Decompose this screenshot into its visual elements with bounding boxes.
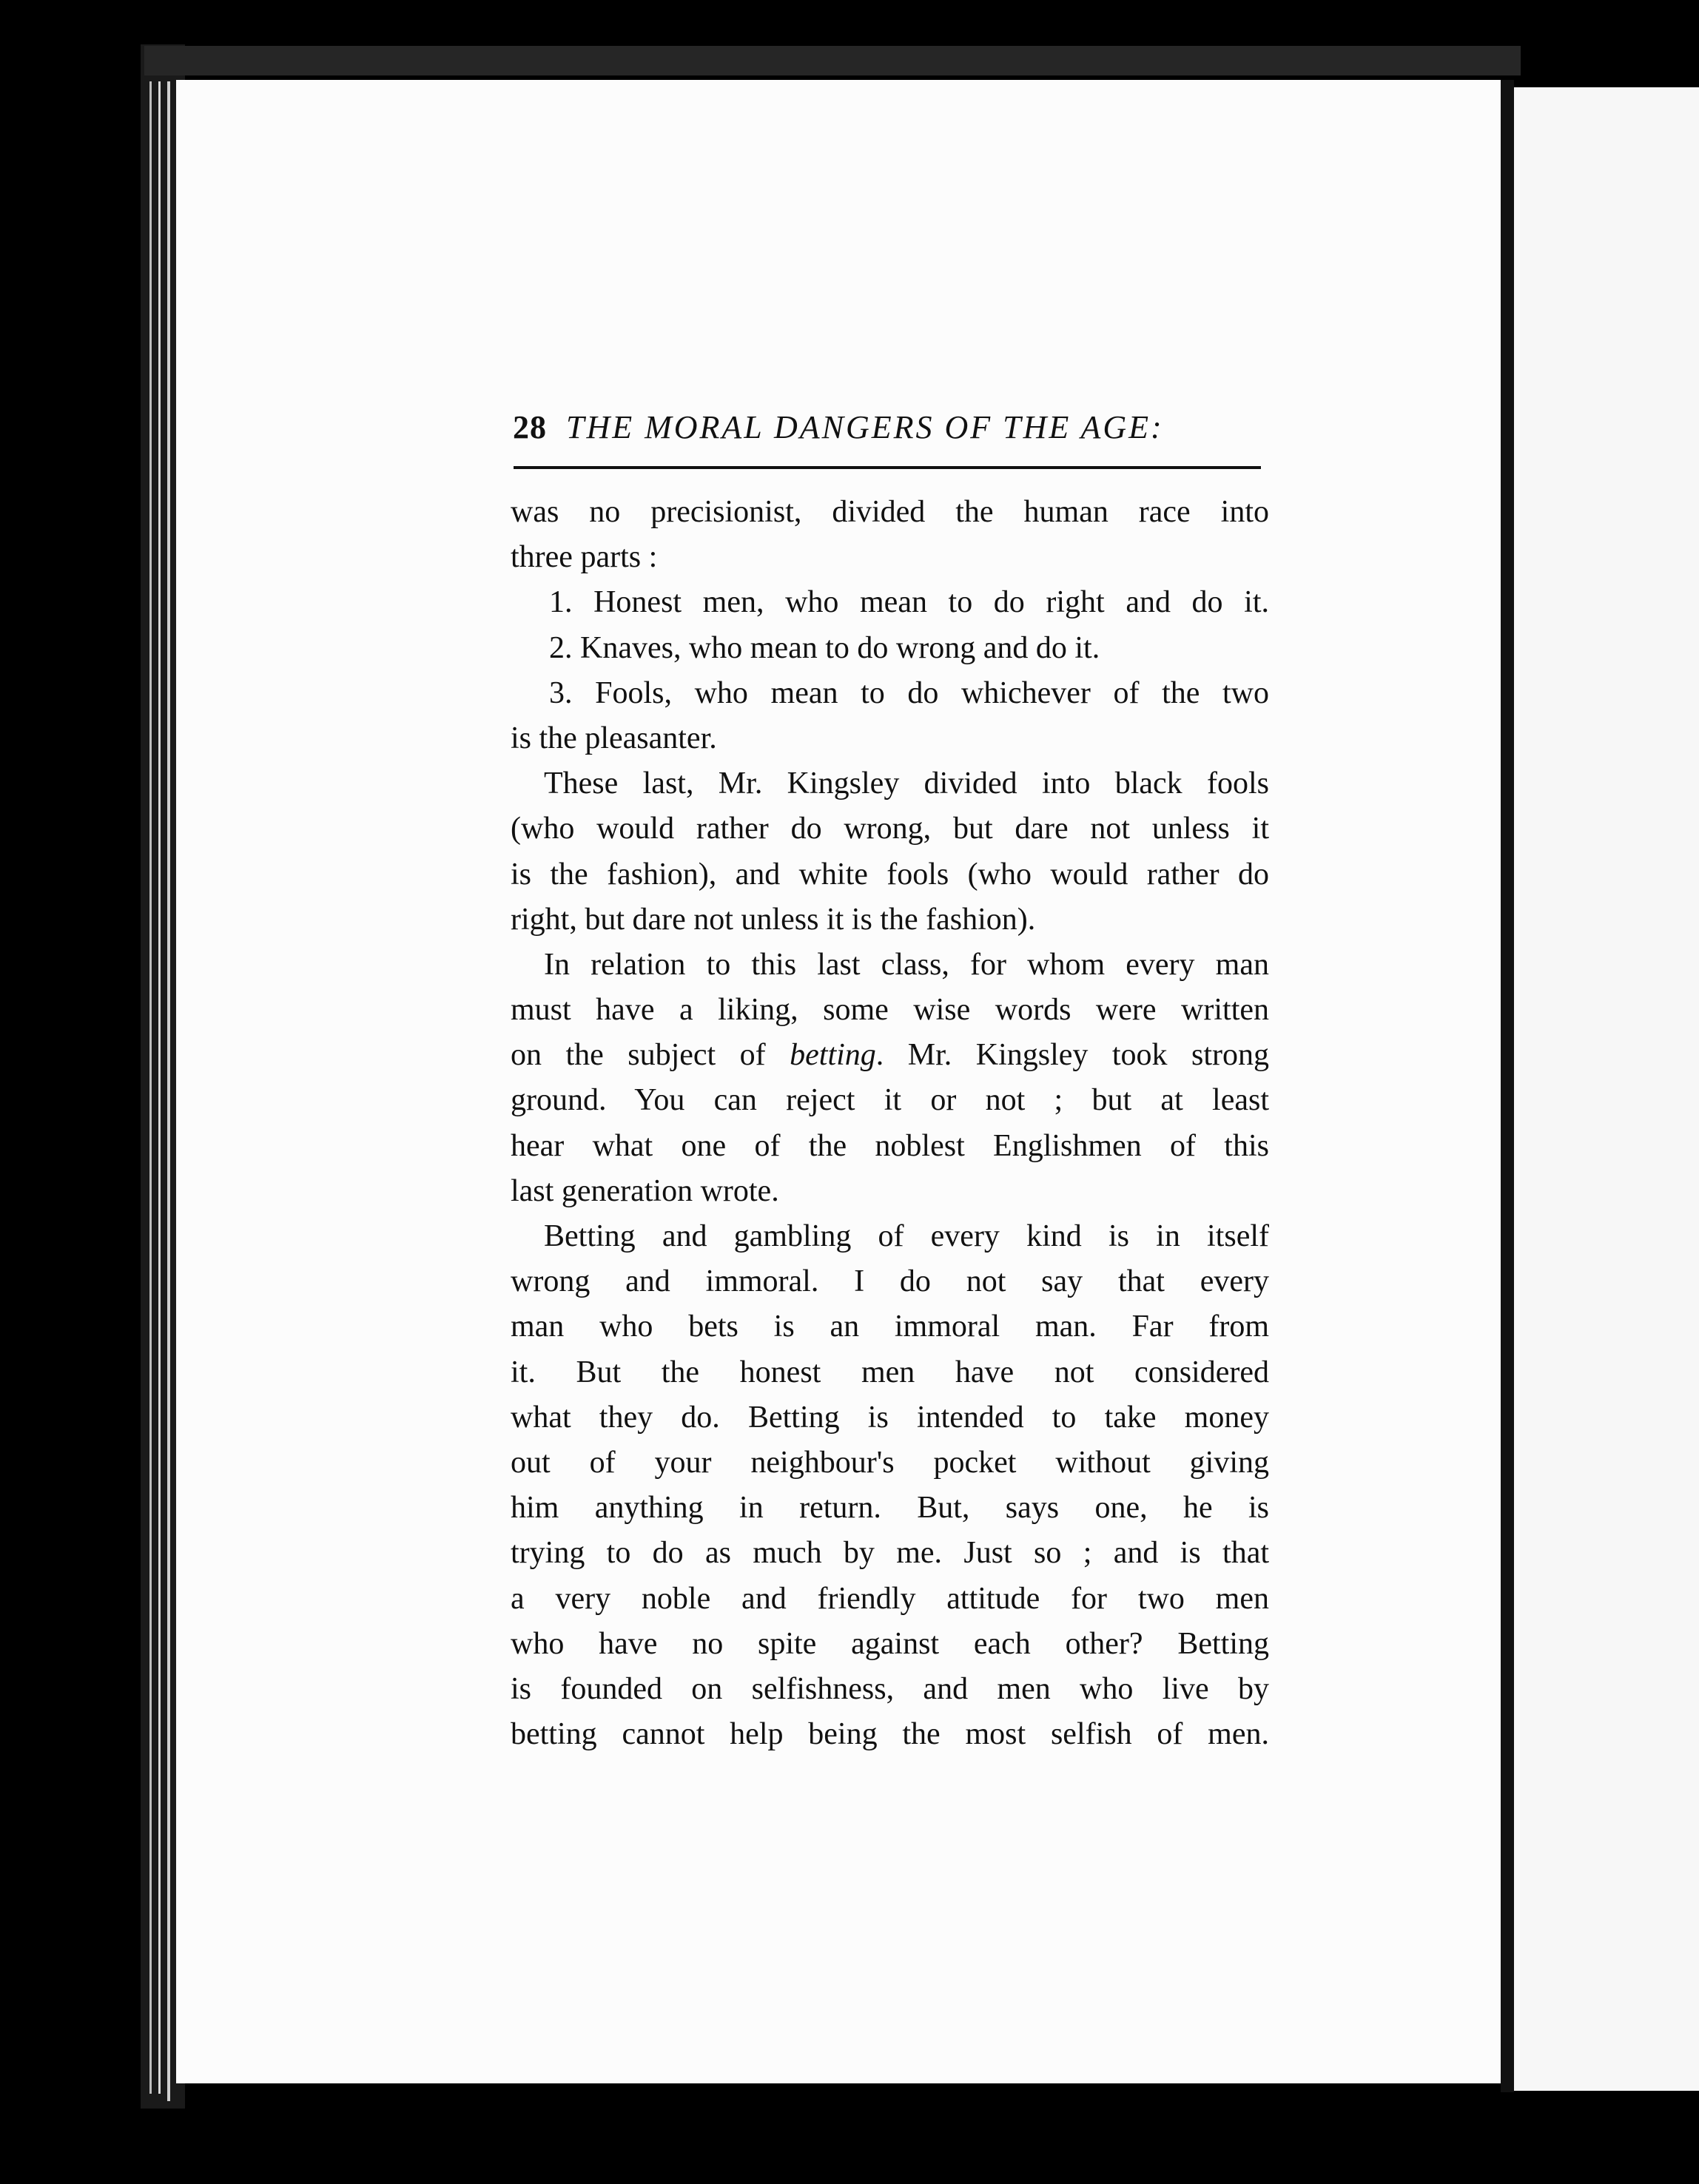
- text-line: man who bets is an immoral man. Far from: [511, 1310, 1269, 1344]
- emphasis: betting: [790, 1038, 876, 1073]
- text-line: a very noble and friendly attitude for two men: [511, 1581, 1269, 1616]
- text-line: was no precisionist, divided the human race into: [511, 495, 1269, 529]
- facing-page: [1514, 87, 1699, 2091]
- top-edge: [144, 46, 1521, 75]
- text-line: him anything in return. But, says one, he is: [511, 1491, 1269, 1526]
- text-line: trying to do as much by me. Just so ; and is that: [511, 1536, 1269, 1571]
- text-line: ground. You can reject it or not ; but at least: [511, 1083, 1269, 1118]
- page-edge-line: [149, 81, 152, 2094]
- running-head: [513, 408, 1256, 446]
- text-line: wrong and immoral. I do not say that every: [511, 1264, 1269, 1299]
- page-number: 28: [513, 409, 547, 445]
- body-text: [511, 490, 1269, 1757]
- text-line: betting cannot help being the most selfish of men.: [511, 1717, 1269, 1752]
- header-rule: [514, 466, 1261, 469]
- text-line: Betting and gambling of every kind is in itself: [544, 1219, 1269, 1253]
- text-line: hear what one of the noblest Englishmen of this: [511, 1128, 1269, 1163]
- text-line: (who would rather do wrong, but dare not unless it: [511, 812, 1269, 846]
- text-line: last generation wrote.: [511, 1173, 779, 1208]
- text-line: 1. Honest men, who mean to do right and do it.: [549, 585, 1269, 620]
- text-line: 2. Knaves, who mean to do wrong and do it.: [549, 630, 1100, 665]
- page-gutter: [1501, 80, 1514, 2092]
- text-line: These last, Mr. Kingsley divided into black fools: [544, 766, 1269, 801]
- text-line: what they do. Betting is intended to take money: [511, 1400, 1269, 1435]
- text-line: out of your neighbour's pocket without giving: [511, 1445, 1269, 1480]
- text-line: three parts :: [511, 540, 658, 575]
- text-line: In relation to this last class, for whom every man: [544, 947, 1269, 982]
- text-line: is founded on selfishness, and men who live by: [511, 1671, 1269, 1706]
- text-line: who have no spite against each other? Betting: [511, 1626, 1269, 1661]
- text-line: is the pleasanter.: [511, 721, 717, 755]
- text-line: must have a liking, some wise words were written: [511, 993, 1269, 1028]
- text-line: 3. Fools, who mean to do whichever of the two: [549, 675, 1269, 710]
- text-line: right, but dare not unless it is the fashion).: [511, 902, 1036, 937]
- page-edge-line: [167, 81, 170, 2101]
- text-line: is the fashion), and white fools (who would rather do: [511, 857, 1269, 892]
- text-line: on the subject of betting. Mr. Kingsley took strong: [511, 1038, 1270, 1073]
- text-line: it. But the honest men have not considered: [511, 1355, 1269, 1389]
- page-edge-line: [158, 81, 161, 2094]
- running-head-title: THE MORAL DANGERS OF THE AGE:: [566, 409, 1164, 445]
